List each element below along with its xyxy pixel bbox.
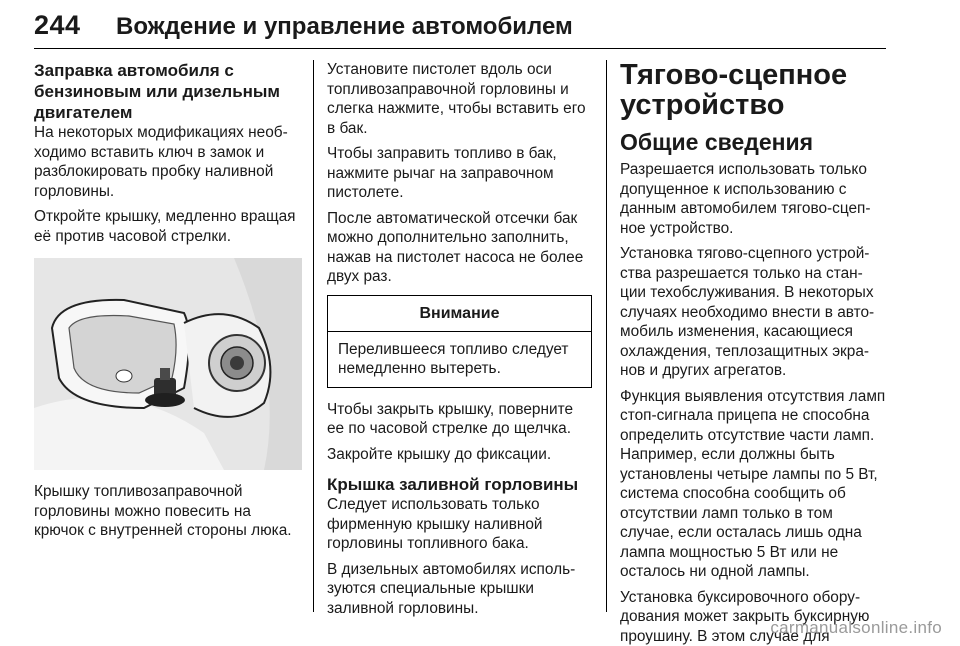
warning-box [327, 295, 592, 388]
page-header [34, 8, 886, 48]
paragraph: Чтобы заправить топливо в бак, нажмите рычаг на заправочном пистолете. [327, 144, 592, 203]
section-subtitle: Общие сведения [620, 130, 888, 154]
column-divider-1 [313, 60, 314, 612]
fuel-filler-photo [34, 258, 302, 470]
paragraph: Установите пистолет вдоль оси топливозаправочной горловины и слегка нажмите, чтобы вставить его в бак. [327, 60, 592, 138]
chapter-title: Тягово-сцепное устройство [620, 60, 888, 120]
watermark: carmanualsonline.info [770, 618, 942, 638]
paragraph: В дизельных автомобилях исполь-зуются специальные крышки заливной горловины. [327, 560, 592, 619]
column-2 [327, 60, 592, 618]
column-divider-2 [606, 60, 607, 612]
paragraph: Установка буксировочного обору-дования может закрыть буксирную проушину. В этом случае для [620, 588, 888, 646]
column-1 [34, 60, 302, 541]
paragraph: После автоматической отсечки бак можно дополнительно заполнить, нажав на пистолет насоса не более двух раз. [327, 209, 592, 287]
paragraph: Закройте крышку до фиксации. [327, 445, 592, 465]
section-heading-filler-cap: Крышка заливной горловины [327, 474, 592, 495]
paragraph: Откройте крышку, медленно вращая её против часовой стрелки. [34, 207, 302, 246]
page-number: 244 [34, 10, 81, 41]
column-3 [620, 60, 888, 646]
paragraph: Чтобы закрыть крышку, поверните ее по часовой стрелке до щелчка. [327, 400, 592, 439]
header-rule [34, 48, 886, 49]
photo-caption: Крышку топливозаправочной горловины можно повесить на крючок с внутренней стороны люка. [34, 482, 302, 541]
paragraph: Разрешается использовать только допущенное к использованию с данным автомобилем тягово-сцеп-ное устройство. [620, 160, 888, 238]
paragraph: Следует использовать только фирменную крышку наливной горловины топливного бака. [327, 495, 592, 554]
warning-title: Внимание [328, 296, 591, 332]
section-heading-refueling: Заправка автомобиля с бензиновым или дизельным двигателем [34, 60, 302, 123]
paragraph: На некоторых модификациях необ-ходимо вставить ключ в замок и разблокировать пробку наливной горловины. [34, 123, 302, 201]
paragraph: Установка тягово-сцепного устрой-ства разрешается только на стан-ции техобслуживания. В некоторых случаях необходимо внести в авто-мобиль изменения, касающиеся охлаждения, теплозащитных экра-нов и других агрегатов. [620, 244, 888, 381]
warning-text: Перелившееся топливо следует немедленно вытереть. [328, 332, 591, 387]
page-title: Вождение и управление автомобилем [116, 13, 573, 41]
paragraph: Функция выявления отсутствия ламп стоп-сигнала прицепа не способна определить отсутствие части ламп. Например, если должны быть установлены четыре лампы по 5 Вт, система способна сообщить об отсутствии ламп только в том случае, если осталась лишь одна лампа мощностью 5 Вт или не осталось ни одной лампы. [620, 387, 888, 582]
